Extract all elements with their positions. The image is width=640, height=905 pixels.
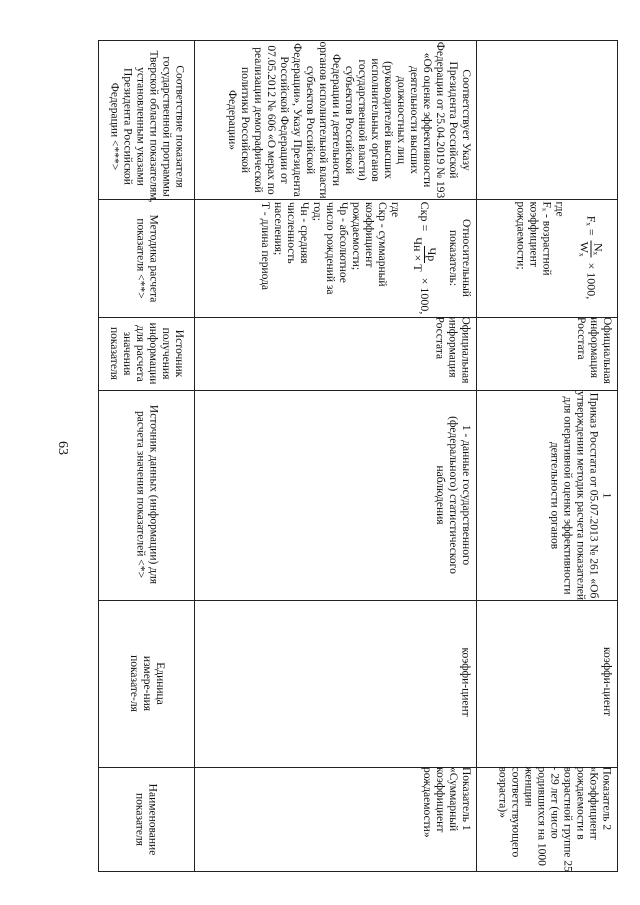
row2-method	[476, 199, 617, 317]
row2-source-info: Официальная информация Росстата	[575, 317, 613, 384]
header-source-data: Источник данных (информации) для расчета значения показателей <*>	[135, 404, 160, 585]
row2-name: Показатель 2 «Коэффициент рождаемости в возрастной группе 25 - 29 лет (число родившихся на 1000 женщин соответствующего возраста)»	[496, 766, 613, 872]
indicators-table	[98, 40, 618, 872]
row2-formula-denominator: Wₓ	[577, 241, 592, 257]
page-number: 63	[55, 441, 70, 455]
row1-formula-tail: × 1000,	[418, 277, 432, 315]
row1-formula	[411, 199, 438, 317]
row1-unit: коэффи-циент	[459, 647, 472, 717]
row2-compliance	[476, 41, 617, 199]
row1-source-info: Официальная информация Росстата	[433, 316, 472, 384]
header-compliance: Соответствие показателя государственной программы Тверской области показателям, установленным указами Президента Российской Федерации <***>	[109, 50, 186, 203]
row2-formula-numerator: Nₓ	[591, 242, 606, 256]
row1-method-notes: где Скр - суммарный коэффициент рождаемости; Чр - абсолютное число рождений за год; Чн - средняя численность населения; Т - длина периода	[259, 202, 401, 295]
header-source-info: Источник получения информации для расчета значения показателя	[108, 322, 186, 385]
row1-compliance: Соответствует Указу Президента Российской Федерации от 25.04.2019 № 193 «Об оценке эффективности деятельности высших должностных лиц (руководителей высших исполнительных органов государственной власти) субъектов Российской Федерации и деятельности органов исполнительной власти субъектов Российской Федерации», Указу Президента Российской Федерации от 07.05.2012 № 606 «О мерах по реализации демографической политики Российской Федерации»	[226, 41, 472, 199]
header-method: Методика расчета показателя <**>	[135, 214, 160, 303]
row1-formula-numerator: Чр	[425, 247, 439, 262]
row1-formula-denominator: Чн × Т	[411, 237, 425, 272]
row2-formula-lhs: Fₓ =	[584, 215, 599, 236]
row2-unit: коэффи-циент	[601, 647, 613, 717]
header-unit: Единица измере-ния показате-ля	[128, 655, 166, 712]
row2-formula-tail: × 1000,	[584, 262, 599, 300]
row1-method-intro: Относительный показатель:	[447, 219, 472, 297]
row1-formula-lhs: Скр =	[418, 201, 432, 232]
row2-method-notes: где Fₓ - возрастной коэффициент рождаемости;	[514, 201, 566, 276]
row1-name: Показатель 1 «Суммарный коэффициент рождаемости»	[421, 767, 472, 838]
row2-formula	[578, 199, 605, 317]
row2-source-data: 1 Приказ Росстата от 05.07.2013 № 261 «Об утверждении методик расчета показателей для оперативной оценки эффективности деятельности органов	[548, 390, 613, 601]
row1-source-data: 1 - данные государственного (федерального) статистического наблюдения	[434, 416, 472, 574]
row1-method	[194, 199, 476, 317]
header-name: Наименование показателя	[134, 783, 159, 856]
